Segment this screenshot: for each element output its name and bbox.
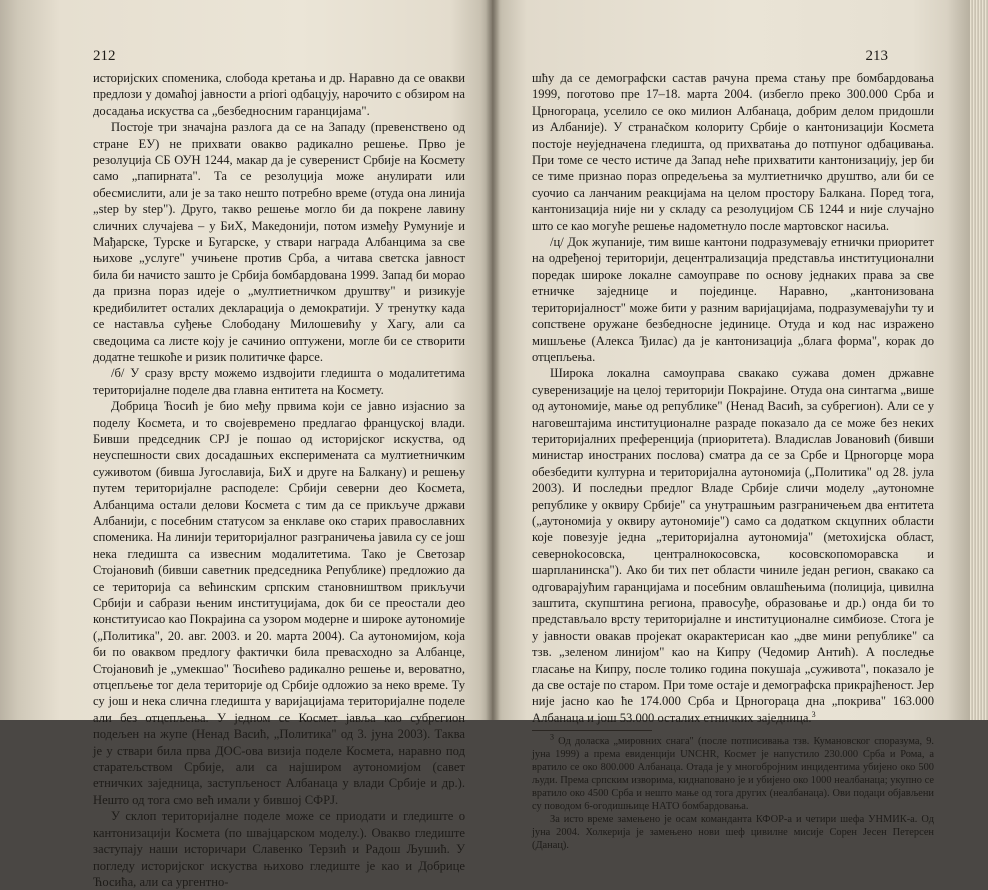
paragraph bbox=[532, 365, 934, 726]
book-gutter bbox=[486, 0, 500, 720]
footnote-text: Од доласка „мировних снага" (после потписивања тзв. Кумановског споразума, 9. јуна 1999) а према евиденцији UNCHR, Космет је напустило 230.000 Срба и Рома, а вратило се око 800.000 Албанаца. Отада је у многобројним инцидентима убијено око 500 људи. Према српским изворима, киднаповано је и убијено око 1000 неалбанаца; укупно се вратило око 4500 Срба и нешто мање од тога других (неалбанаца). Ови подаци објављени су поводом 6-огодишњице НАТО бомбардовања. bbox=[532, 736, 934, 813]
paragraph bbox=[532, 70, 934, 234]
paragraph: /ц/ Док жупаније, тим више кантони подразумевају етнички приоритет на одређеној територији, децентрализација представља институционални поредак широке локалне самоуправе по основу једнаких права за све етничке заједнице и појединце. Наравно, „кантонизована територијалност" може бити у разним варијацијама, подразумевајући ту и сопствене оружане безбедносне јединице. Отуда и код нас изражено мишљење (Алекса Ђилас) да је кантонизација „блага форма", корак до отцепљења. bbox=[532, 235, 934, 364]
footnote-number: 3 bbox=[550, 732, 554, 742]
footnote-reference: 3 bbox=[811, 709, 816, 719]
footnote-divider bbox=[532, 730, 652, 731]
footnote bbox=[532, 732, 934, 813]
paragraph: У склоп територијалне поделе може се приодати и гледиште о кантонизацији Космета (по швајцарском моделу.). Овакво гледиште заступају наши историчари Славенко Терзић и Радош Љушић. У погледу историјског искуства њихово гледиште је као и Добрице Ћосића, али са ургентно- bbox=[93, 809, 465, 889]
paragraph-text: шћу да се демографски састав рачуна према стању пре бомбардовања 1999, поготово пре 17–18. марта 2004. (избегло преко 300.000 Срба и Црногораца, уселило се око милион Албанаца, добрим делом придошли из Албаније). У странačком колориту Србије о кантонизацији Космета постоје неуједначена гледишта, од прихватања до потпуног одбацивања. При томе се често истиче да Запад неће прихватити кантонизацију, јер би се тиме признао пораз опредељења за мултиетничко друштво, али би се суочио са ланчаним реакцијама на целом простору Балкана. Поред тога, кантонизација није ни у складу са резолуцијом СБ 1244 и није случајно што се као могуће решење надометнуло после мартовског насиља. bbox=[532, 71, 934, 233]
paragraph-text: Широка локална самоуправа свакако сужава домен државне суверенизације на целој територији Покрајине. Отуда она синтагма „више од аутономије, мање од републике" (Ненад Васић, за субрегион). Али се у наговештајима институционалне разраде показало да се може без неких територијалних преференција (приоритета). Владислав Јовановић (бивши министар иностраних послова) сматра да се за Србе и Црногорце мора обезбедити културна и територијална аутономија („Политика" од 28. јула 2003). И последњи предлог Владе Србије сличи моделу „аутономне републике у оквиру Србије" са унутрашњим разграничењем два ентитета („аутономија у оквиру аутономије") само са додатком скцупних области које повезује једна „територијална аутономија" (метохијска област, северноkосовска, централнокосовска, косовскопоморавска и шарпланинска"). Ако би тих пет области чиниле један регион, свакако са одговарајућим гаранцијама и посебним овлашћењима (полиција, цивилна заштита, скупштина региона, правосуђе, образовање и др.) онда би то представљало врсту територијалне и институционалне симбиозе. Стога је у јавности овакав пројекат окарактерисан као „две мини републике" са тзв. „зеленом линијом" као на Кипру (Чедомир Антић). А последње гласање на Кипру, после толико година покушаја „суживота", показало је да све остаје по старом. При томе остаје и демографска прикрајћеност. Јер није јасно као ће 174.000 Срба и Црногораца дна „покрива" 163.000 Албанаца и још 53.000 осталих етничких заједница. bbox=[532, 366, 934, 725]
paragraph: /б/ У сразу врсту можемо издвојити гледишта о модалитетима територијалне поделе два главна ентитета на Космету. bbox=[93, 366, 465, 397]
paragraph: историјских споменика, слобода кретања и др. Наравно да се овакви предлози у домаћој јавности a priori одбацују, нарочито с обзиром на досадања искуства са „безбедносним гаранцијама". bbox=[93, 71, 465, 118]
page-edges bbox=[970, 0, 988, 720]
left-page bbox=[0, 0, 492, 889]
footnote: За исто време замењено је осам команданта КФОР-а и четири шефа УНМИК-а. Од јуна 2004. Холкерија је замењено нови шеф цивилне мисије Сорен Јесен Петерсен (Данац). bbox=[532, 814, 934, 852]
page-number-right: 213 bbox=[865, 48, 888, 64]
left-page-text bbox=[93, 70, 465, 890]
page-number-left: 212 bbox=[93, 48, 116, 64]
paragraph: Постоје три значајна разлога да се на Западу (превенствено од стране ЕУ) не прихвати овакво радикално решење. Прво је резолуција СБ ОУН 1244, макар да је суверенист Србије на Космету само „папирната". Та се резолуција може анулирати или обесмислити, али је за тако нешто потребно време (отуда она линија „step by step"). Друго, такво решење могло би да покрене лавину сличних случајева – у БиХ, Македонији, потом између Румуније и Мађарске, Турске и Бугарске, у ствари награда Албанцима за све њихове „услуге" учињене против Срба, а читава светска јавност била би начисто зашто је Србија бомбардована 1999. Запад би морао да призна пораз идеје о „мултиетничком друштву" и ризикује кредибилитет осталих декларација о демократији. У тренутку када се наставља суђење Слободану Милошевићу у Хагу, али са сведоцима са листе коју је сачинио оптужени, могле би се створити додатне тешкоће и ризик политичке фарсе. bbox=[93, 120, 465, 364]
right-page-text bbox=[532, 70, 934, 852]
paragraph: Добрица Ћосић је био међу првима који се јавно изјаснио за поделу Космета, и то својевремено предлагао француској влади. Бивши председник СРЈ је пошао од историјског искуства, од неуспешности свих досадашњих експеримената са мултиетничким суживотом (бивша Југославија, БиХ и друге на Балкану) и решењу путем територијалне расподеле: Србији северни део Космета, Албанцима остали делови Космета с тим да се прикључе држави Албанији, с посебним статусом за енклаве око старих православних споменика. На линији територијалног разграничења јавила су се још нека гледишта са извесним модалитетима. Тако је Светозар Стојановић (бивши саветник председника Републике) предложио да се територија са већинским српским становништвом прикључи Србији и сабрази њеним институцијама, док би се преостали део конституисао као Покрајина са узором модерне и широке аутономије („Политика", 20. авг. 2003. и 20. марта 2004). Са аутономијом, која би по оваквом предлогу фактички била превасходно за Албанце, Стојановић је „умекшао" Ћосићево радикално решење и, вероватно, отцепљење тог дела територије од Србије одложио за неко време. Ту су још и нека слична гледишта у варијацијама територијалне поделе али без отцепљења. У једном се Космет јавља као субрегион подељен на жупе (Ненад Васић, „Политика" од 3. јуна 2003). Таква је у ствари била прва ДОС-ова визија поделе Космета, наравно под старатељством Србије, али са најширом аутономијом (савет етничких заједница, заступљеност Албанаца у влади Србије и др.). Нешто од тога смо већ имали у бившој СФРЈ. bbox=[93, 399, 465, 807]
right-page bbox=[492, 0, 988, 852]
